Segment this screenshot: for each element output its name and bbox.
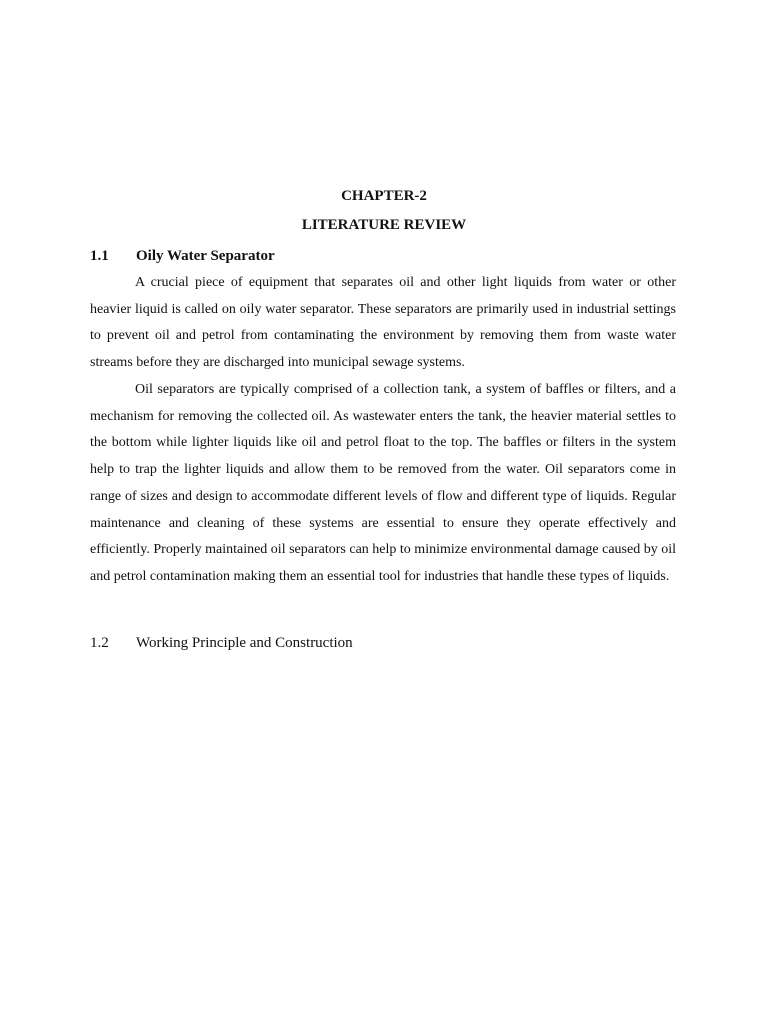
section-heading-1-1 — [90, 246, 275, 266]
section-number: 1.1 — [90, 248, 109, 264]
section-1-1-paragraph-1 — [90, 270, 676, 377]
section-title: Oily Water Separator — [136, 248, 275, 264]
section-heading-1-2 — [90, 633, 353, 653]
chapter-label: CHAPTER-2 — [341, 188, 427, 204]
section-title: Working Principle and Construction — [136, 635, 353, 651]
paragraph-text: Oil separators are typically comprised of a collection tank, a system of baffles or filters, and a mechanism for removing the collected oil. As wastewater enters the tank, the heavier material settles to the bottom while lighter liquids like oil and petrol float to the top. The baffles or filters in the system help to trap the lighter liquids and allow them to be removed from the water. Oil separators come in range of sizes and design to accommodate different levels of flow and different type of liquids. Regular maintenance and cleaning of these systems are essential to ensure they operate effectively and efficiently. Properly maintained oil separators can help to minimize environmental damage caused by oil and petrol contamination making them an essential tool for industries that handle these types of liquids. — [90, 382, 676, 584]
paragraph-text: A crucial piece of equipment that separates oil and other light liquids from water or other heavier liquid is called on oily water separator. These separators are primarily used in industrial settings to prevent oil and petrol from contaminating the environment by removing them from waste water streams before they are discharged into municipal sewage systems. — [90, 275, 676, 371]
section-1-1-paragraph-2 — [90, 377, 676, 591]
section-number: 1.2 — [90, 635, 109, 651]
chapter-title: LITERATURE REVIEW — [301, 217, 467, 233]
